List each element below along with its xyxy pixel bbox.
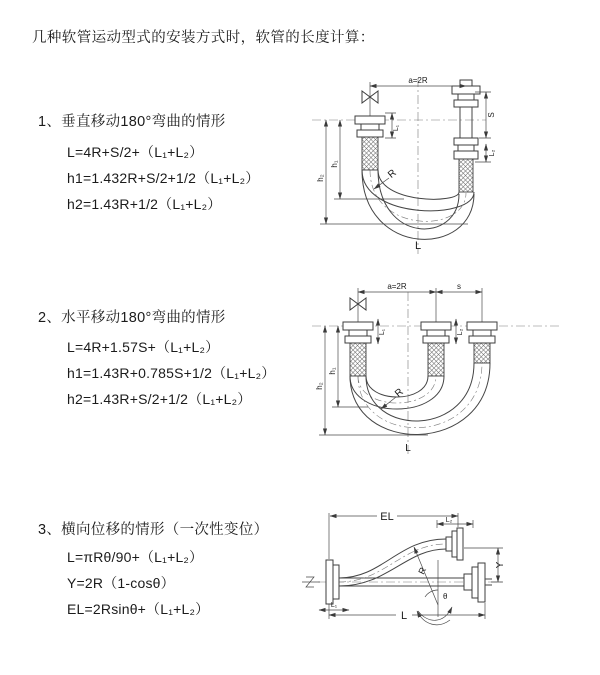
dimension-label-l2: L₂ (457, 328, 464, 336)
section-heading-text: 垂直移动180°弯曲的情形 (61, 114, 226, 130)
braided-hose-section (350, 343, 366, 376)
angle-label: θ (443, 592, 448, 601)
hose-u-curves (350, 363, 490, 434)
dimension-l2 (437, 517, 473, 528)
upper-flange-displaced (446, 528, 463, 560)
hose-displaced-position (339, 539, 446, 586)
dimension-label-h2: h₂ (316, 174, 325, 182)
section-heading-text: 水平移动180°弯曲的情形 (61, 310, 226, 326)
dimension-l1 (378, 319, 386, 344)
dimension-a2r (370, 76, 466, 86)
diagram-horizontal-movement-180-bend (308, 278, 600, 466)
formula-h2: h2=1.43R+S/2+1/2（L₁+L₂） (67, 391, 252, 407)
centerline-symbol (302, 577, 320, 587)
right-flange-straight (464, 563, 492, 602)
formula-L: L=πRθ/90+（L₁+L₂） (67, 549, 204, 565)
dimension-label-s: S (487, 112, 496, 118)
braided-hose-section (474, 343, 490, 363)
dimension-label-l2: L₂ (489, 149, 496, 157)
formula-list (38, 144, 313, 222)
section-number: 2、 (38, 310, 62, 326)
formula-Y: Y=2R（1-cosθ） (67, 575, 175, 591)
formula-L: L=4R+S/2+（L₁+L₂） (67, 144, 204, 160)
dimension-label-el: EL (380, 511, 394, 523)
left-flange (326, 560, 339, 604)
section-vertical-movement (38, 110, 313, 222)
section-number: 3、 (38, 522, 62, 538)
dimension-el (329, 511, 458, 559)
formula-L: L=4R+1.57S+（L₁+L₂） (67, 339, 220, 355)
formula-h1: h1=1.43R+0.785S+1/2（L₁+L₂） (67, 365, 276, 381)
radius-callout (381, 387, 406, 409)
braided-hose-section (459, 159, 473, 192)
diagram-vertical-movement-180-bend (308, 72, 600, 260)
formula-EL: EL=2Rsinθ+（L₁+L₂） (67, 601, 210, 617)
dimension-label-y: Y (495, 561, 506, 569)
section-number: 1、 (38, 114, 62, 130)
dimension-a2r (358, 282, 436, 292)
section-heading-text: 横向位移的情形（一次性变位） (61, 522, 269, 538)
dimension-s (436, 282, 482, 292)
dimension-label-l1: L₁ (393, 124, 400, 132)
dimension-label-l1: L₁ (330, 602, 338, 609)
section-heading (38, 306, 313, 327)
section-lateral-displacement (38, 518, 313, 627)
middle-flange-fitting (421, 288, 451, 376)
formula-list (38, 339, 313, 417)
dimension-label-l1: L₁ (379, 328, 386, 336)
dimension-l2 (486, 144, 496, 162)
page-title: 几种软管运动型式的安装方式时，软管的长度计算： (32, 30, 375, 46)
dimension-label-h2: h₂ (315, 382, 324, 390)
radius-label: R (386, 167, 399, 181)
braided-hose-section (362, 137, 378, 170)
dimension-label-a2r: a=2R (387, 282, 407, 291)
dimension-l1 (385, 113, 400, 138)
section-heading (38, 110, 313, 131)
dimension-label-l2: L₂ (445, 517, 453, 524)
radius-label: R (416, 565, 429, 576)
section-horizontal-movement (38, 306, 313, 417)
right-flange-fitting (452, 80, 480, 192)
dimension-label-l: L (400, 610, 408, 622)
dimension-label-a2r: a=2R (408, 76, 428, 85)
dimension-l (329, 603, 485, 622)
braided-hose-section (428, 343, 444, 376)
left-flange-fitting (355, 82, 385, 170)
section-heading (38, 518, 313, 539)
dimension-label-h1: h₁ (328, 367, 337, 375)
right-flange-fitting (467, 288, 497, 363)
diagram-lateral-displacement (298, 503, 600, 645)
formula-h2: h2=1.43R+1/2（L₁+L₂） (67, 196, 222, 212)
dimension-l2 (456, 319, 464, 344)
formula-list (38, 549, 313, 627)
dimension-label-h1: h₁ (330, 160, 339, 168)
formula-h1: h1=1.432R+S/2+1/2（L₁+L₂） (67, 170, 260, 186)
length-label: L (414, 240, 422, 252)
radius-label: R (393, 386, 406, 400)
dimension-l1 (319, 602, 349, 610)
length-label: L (405, 443, 411, 454)
dimension-label-s: s (457, 282, 461, 291)
left-flange-fitting (343, 288, 373, 376)
